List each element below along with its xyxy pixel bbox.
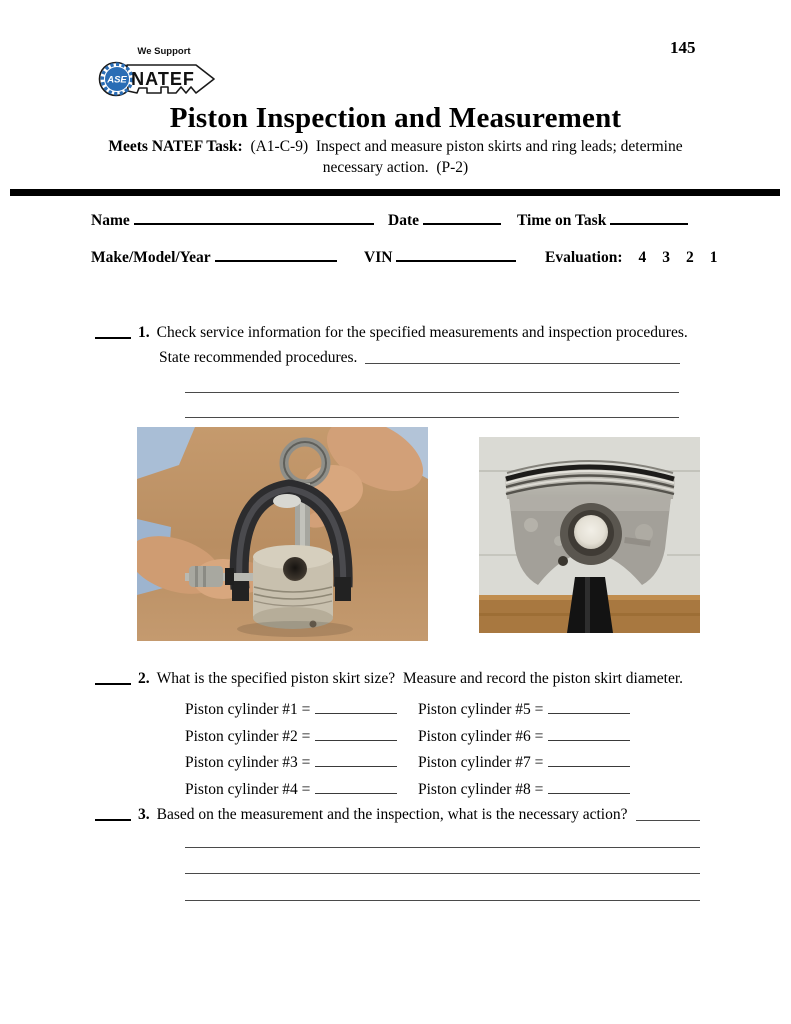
piston-cylinder-7-label: Piston cylinder #7 = [418,754,544,771]
piston-cylinder-8-blank[interactable] [548,793,630,794]
page-number: 145 [670,38,696,57]
natef-logo [97,40,225,104]
svg-text:ASE: ASE [107,74,127,86]
cylinder-row-3-right [418,753,630,772]
question-1-subtext: State recommended procedures. [159,349,358,366]
piston-cylinder-3-label: Piston cylinder #3 = [185,754,311,771]
piston-cylinder-3-blank[interactable] [315,766,397,767]
evaluation-label: Evaluation: [545,249,623,266]
page-title: Piston Inspection and Measurement [169,102,622,134]
question-1-subline [159,348,680,367]
piston-cylinder-5-blank[interactable] [548,713,630,714]
question-3-answer-blank-1[interactable] [636,820,701,821]
question-1 [95,323,695,342]
title-block [0,103,791,177]
make-model-year-label: Make/Model/Year [91,249,211,266]
time-on-task-input-blank[interactable] [610,223,688,225]
evaluation-score-1[interactable]: 1 [709,249,718,266]
vin-label: VIN [364,249,393,266]
question-3-answer-line-3[interactable] [185,873,700,874]
piston-in-left-photo [253,545,333,630]
natef-task-line [0,138,791,156]
piston-cylinder-7-blank[interactable] [548,766,630,767]
question-2-number: 2. [138,670,150,687]
logo-org-text: NATEF [131,69,195,89]
cylinder-row-1 [185,700,397,719]
task-label: Meets NATEF Task: [108,137,243,155]
vin-input-blank[interactable] [396,260,516,262]
natef-key-logo-icon [97,40,225,104]
piston-cylinder-5-label: Piston cylinder #5 = [418,701,544,718]
cylinder-row-4-right [418,780,630,799]
divider-rule [10,189,780,196]
date-input-blank[interactable] [423,223,501,225]
question-1-answer-line-2[interactable] [185,392,679,393]
piston-cylinder-1-label: Piston cylinder #1 = [185,701,311,718]
make-model-year-field [91,248,337,267]
piston-cylinder-8-label: Piston cylinder #8 = [418,781,544,798]
question-3-text: Based on the measurement and the inspection, what is the necessary action? [156,806,628,823]
date-label: Date [388,212,419,229]
evaluation-field [529,248,718,267]
question-2-text: What is the specified piston skirt size? Measure and record the piston skirt diameter. [156,670,684,687]
cylinder-row-2 [185,727,397,746]
evaluation-score-2[interactable]: 2 [686,249,694,266]
task-text: (A1-C-9) Inspect and measure piston skirts and ring leads; determine [242,137,683,155]
make-model-year-input-blank[interactable] [215,260,337,262]
ase-badge-icon [103,65,132,94]
date-field [388,211,501,230]
natef-task-line2: necessary action. (P-2) [322,158,469,176]
question-3-number: 3. [138,806,150,823]
question-1-text: Check service information for the specified measurements and inspection procedures. [156,324,688,341]
piston-cylinder-2-blank[interactable] [315,740,397,741]
question-3-answer-line-2[interactable] [185,847,700,848]
cylinder-row-2-right [418,727,630,746]
piston-cylinder-4-blank[interactable] [315,793,397,794]
cylinder-row-3 [185,753,397,772]
question-1-answer-line-3[interactable] [185,417,679,418]
evaluation-score-3[interactable]: 3 [662,249,671,266]
piston-closeup-on-connecting-rod-photo [479,437,700,633]
question-3 [95,805,700,824]
question-1-status-blank[interactable] [95,337,131,339]
piston-cylinder-2-label: Piston cylinder #2 = [185,728,311,745]
cylinder-row-1-right [418,700,630,719]
name-input-blank[interactable] [134,223,374,225]
question-1-number: 1. [138,324,150,341]
question-3-status-blank[interactable] [95,819,131,821]
question-3-answer-line-4[interactable] [185,900,700,901]
piston-cylinder-1-blank[interactable] [315,713,397,714]
piston-cylinder-6-blank[interactable] [548,740,630,741]
cylinder-row-4 [185,780,397,799]
time-on-task-field [517,211,688,230]
question-1-answer-blank-1[interactable] [365,363,680,364]
question-2 [95,669,695,688]
piston-cylinder-4-label: Piston cylinder #4 = [185,781,311,798]
evaluation-score-4[interactable]: 4 [638,249,647,266]
logo-support-text: We Support [137,46,191,57]
vin-field [364,248,516,267]
question-2-status-blank[interactable] [95,683,131,685]
piston-cylinder-6-label: Piston cylinder #6 = [418,728,544,745]
name-label: Name [91,212,130,229]
name-field [91,211,374,230]
time-on-task-label: Time on Task [517,212,607,229]
micrometer-measuring-piston-skirt-photo [137,427,428,641]
